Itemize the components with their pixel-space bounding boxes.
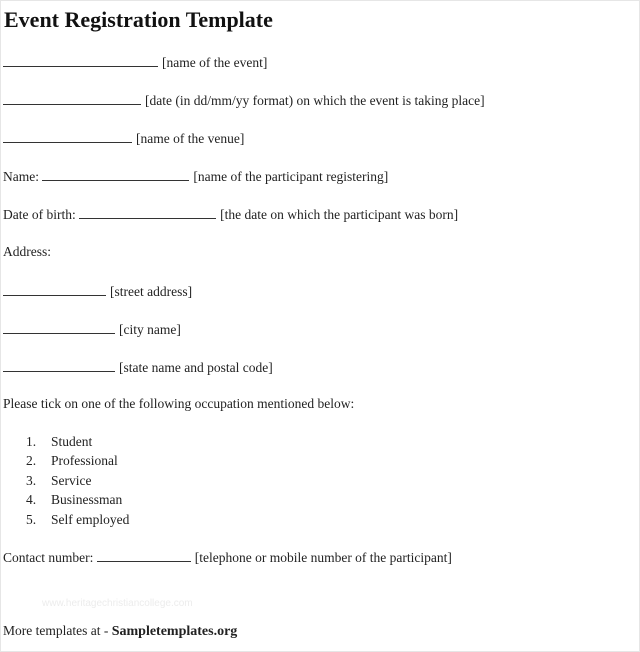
occupation-option-self-employed[interactable] [26, 510, 129, 529]
city-blank[interactable] [3, 320, 115, 334]
event-name-hint: [name of the event] [162, 55, 268, 70]
street-row [3, 282, 192, 301]
participant-name-hint: [name of the participant registering] [193, 169, 389, 184]
event-date-row [3, 91, 485, 110]
contact-label: Contact number: [3, 550, 94, 565]
occupation-option-service[interactable] [26, 471, 129, 490]
event-name-blank[interactable] [3, 53, 158, 67]
state-hint: [state name and postal code] [119, 360, 273, 375]
event-date-blank[interactable] [3, 91, 141, 105]
state-blank[interactable] [3, 358, 115, 372]
contact-row [3, 548, 452, 567]
option-label: Professional [51, 453, 118, 469]
participant-name-blank[interactable] [42, 167, 189, 181]
occupation-list [26, 432, 129, 529]
city-hint: [city name] [119, 322, 181, 337]
dob-row [3, 205, 458, 224]
city-row [3, 320, 181, 339]
dob-hint: [the date on which the participant was born] [220, 207, 459, 222]
footer-text: More templates at - [3, 623, 112, 638]
occupation-option-professional[interactable] [26, 451, 129, 470]
venue-row [3, 129, 244, 148]
occupation-prompt: Please tick on one of the following occupation mentioned below: [3, 396, 355, 411]
dob-blank[interactable] [79, 205, 216, 219]
footer-site-link[interactable]: Sampletemplates.org [111, 624, 238, 639]
dob-label: Date of birth: [3, 207, 76, 222]
occupation-option-businessman[interactable] [26, 490, 129, 509]
list-number: 5. [26, 511, 37, 527]
street-hint: [street address] [110, 284, 193, 299]
participant-name-row [3, 167, 388, 186]
venue-hint: [name of the venue] [136, 131, 245, 146]
list-number: 1. [26, 434, 37, 449]
address-label: Address: [3, 244, 51, 259]
option-label: Businessman [51, 492, 123, 508]
option-label: Student [51, 434, 93, 449]
watermark: www.heritagechristiancollege.com [42, 598, 193, 609]
occupation-option-student[interactable] [26, 432, 129, 451]
footer [3, 623, 237, 640]
venue-blank[interactable] [3, 129, 132, 143]
contact-blank[interactable] [97, 548, 191, 562]
contact-hint: [telephone or mobile number of the participant] [194, 550, 452, 565]
event-date-hint: [date (in dd/mm/yy format) on which the event is taking place] [145, 93, 485, 108]
state-row [3, 358, 273, 377]
list-number: 4. [26, 492, 37, 508]
option-label: Service [51, 472, 92, 488]
list-number: 3. [26, 472, 37, 488]
list-number: 2. [26, 453, 37, 469]
page-title: Event Registration Template [4, 7, 273, 32]
option-label: Self employed [51, 511, 130, 527]
street-blank[interactable] [3, 282, 106, 296]
name-label: Name: [3, 169, 39, 184]
event-name-row [3, 53, 267, 72]
